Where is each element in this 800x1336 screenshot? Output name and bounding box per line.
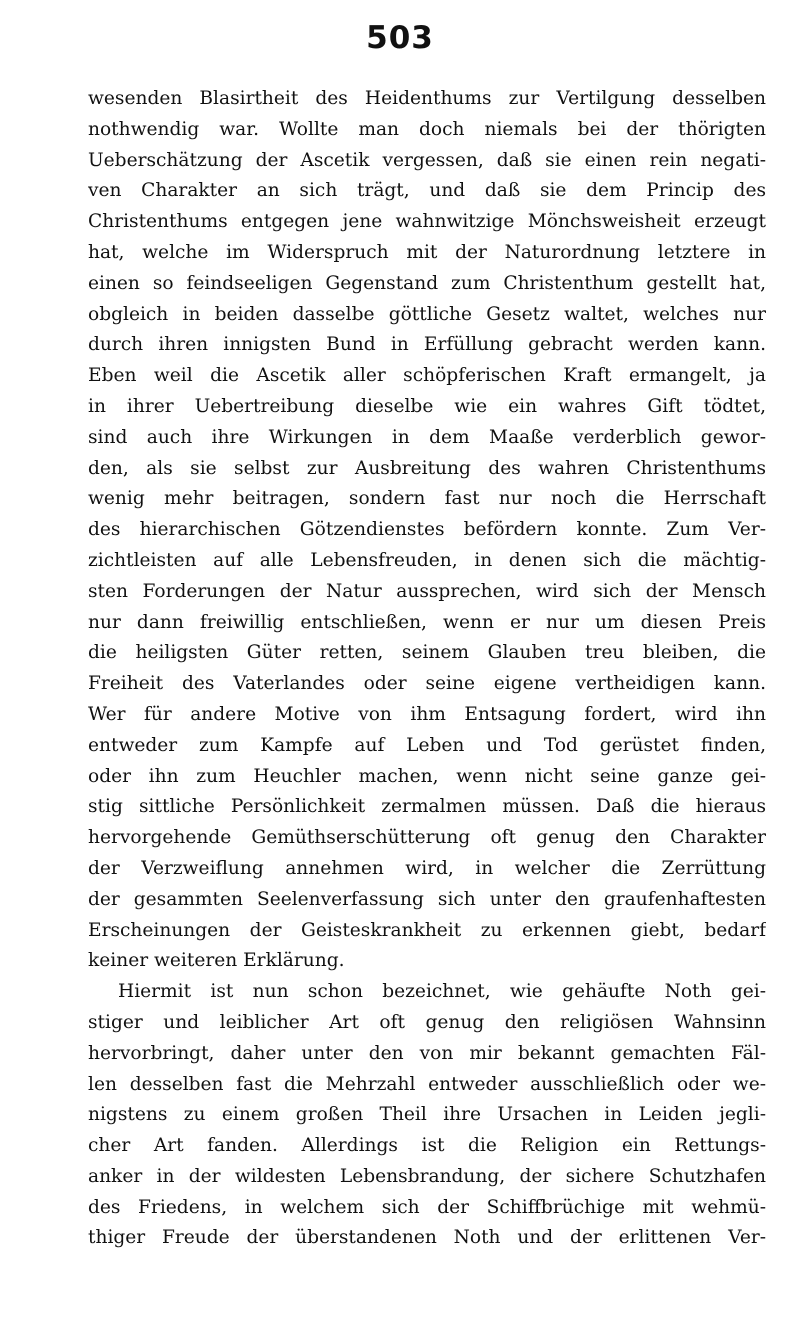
- text-line: nothwendig war. Wollte man doch niemals bei der thörigten: [88, 118, 766, 140]
- paragraph-end-line: keiner weiteren Erklärung.: [88, 950, 345, 972]
- text-line: wesenden Blasirtheit des Heidenthums zur Vertilgung desselben: [88, 88, 766, 109]
- page-number: 503: [366, 20, 434, 56]
- text-line: des Friedens, in welchem sich der Schiffbrüchige mit wehmü-: [88, 1196, 766, 1218]
- text-line: sind auch ihre Wirkungen in dem Maaße verderblich gewor-: [88, 426, 766, 448]
- text-line: der Verzweiflung annehmen wird, in welcher die Zerrüttung: [88, 857, 766, 879]
- text-line: entweder zum Kampfe auf Leben und Tod gerüstet finden,: [88, 734, 766, 756]
- text-line: einen so feindseeligen Gegenstand zum Christenthum gestellt hat,: [88, 272, 766, 294]
- text-line: durch ihren innigsten Bund in Erfüllung gebracht werden kann.: [88, 334, 766, 356]
- text-line: der gesammten Seelenverfassung sich unter den graufenhaftesten: [88, 888, 766, 910]
- text-line: ven Charakter an sich trägt, und daß sie dem Princip des: [88, 180, 766, 202]
- text-line: die heiligsten Güter retten, seinem Glauben treu bleiben, die: [88, 642, 766, 664]
- text-line: anker in der wildesten Lebensbrandung, der sichere Schutzhafen: [88, 1165, 766, 1187]
- text-line: obgleich in beiden dasselbe göttliche Gesetz waltet, welches nur: [88, 303, 766, 325]
- text-line: Eben weil die Ascetik aller schöpferischen Kraft ermangelt, ja: [88, 365, 766, 387]
- text-line: stiger und leiblicher Art oft genug den religiösen Wahnsinn: [88, 1011, 766, 1033]
- text-line: Ueberschätzung der Ascetik vergessen, daß sie einen rein negati-: [88, 149, 766, 171]
- text-line: hervorgehende Gemüthserschütterung oft genug den Charakter: [88, 827, 766, 849]
- text-line: Erscheinungen der Geisteskrankheit zu erkennen giebt, bedarf: [88, 919, 766, 941]
- text-line: thiger Freude der überstandenen Noth und der erlittenen Ver-: [88, 1227, 766, 1249]
- text-line: Christenthums entgegen jene wahnwitzige Mönchsweisheit erzeugt: [88, 211, 766, 233]
- text-line: des hierarchischen Götzendienstes befördern konnte. Zum Ver-: [88, 519, 766, 541]
- text-line: hervorbringt, daher unter den von mir bekannt gemachten Fäl-: [88, 1042, 766, 1064]
- text-line: den, als sie selbst zur Ausbreitung des wahren Christenthums: [88, 457, 766, 479]
- body-text: [88, 84, 766, 1254]
- text-line: nigstens zu einem großen Theil ihre Ursachen in Leiden jegli-: [88, 1104, 766, 1126]
- text-line: stig sittliche Persönlichkeit zermalmen müssen. Daß die hieraus: [88, 796, 766, 818]
- text-line: Freiheit des Vaterlandes oder seine eigene vertheidigen kann.: [88, 673, 766, 695]
- text-line: sten Forderungen der Natur aussprechen, wird sich der Mensch: [88, 580, 766, 602]
- text-line: hat, welche im Widerspruch mit der Naturordnung letztere in: [88, 241, 766, 263]
- text-line: cher Art fanden. Allerdings ist die Religion ein Rettungs-: [88, 1135, 766, 1157]
- text-line: nur dann freiwillig entschließen, wenn er nur um diesen Preis: [88, 611, 766, 633]
- text-line: Wer für andere Motive von ihm Entsagung fordert, wird ihn: [88, 703, 766, 725]
- paragraph-start-line: Hiermit ist nun schon bezeichnet, wie gehäufte Noth gei-: [118, 981, 766, 1003]
- text-line: in ihrer Uebertreibung dieselbe wie ein wahres Gift tödtet,: [88, 395, 766, 417]
- text-line: zichtleisten auf alle Lebensfreuden, in denen sich die mächtig-: [88, 549, 766, 571]
- text-line: oder ihn zum Heuchler machen, wenn nicht seine ganze gei-: [88, 765, 766, 787]
- text-line: len desselben fast die Mehrzahl entweder ausschließlich oder we-: [88, 1073, 766, 1095]
- text-line: wenig mehr beitragen, sondern fast nur noch die Herrschaft: [88, 488, 766, 510]
